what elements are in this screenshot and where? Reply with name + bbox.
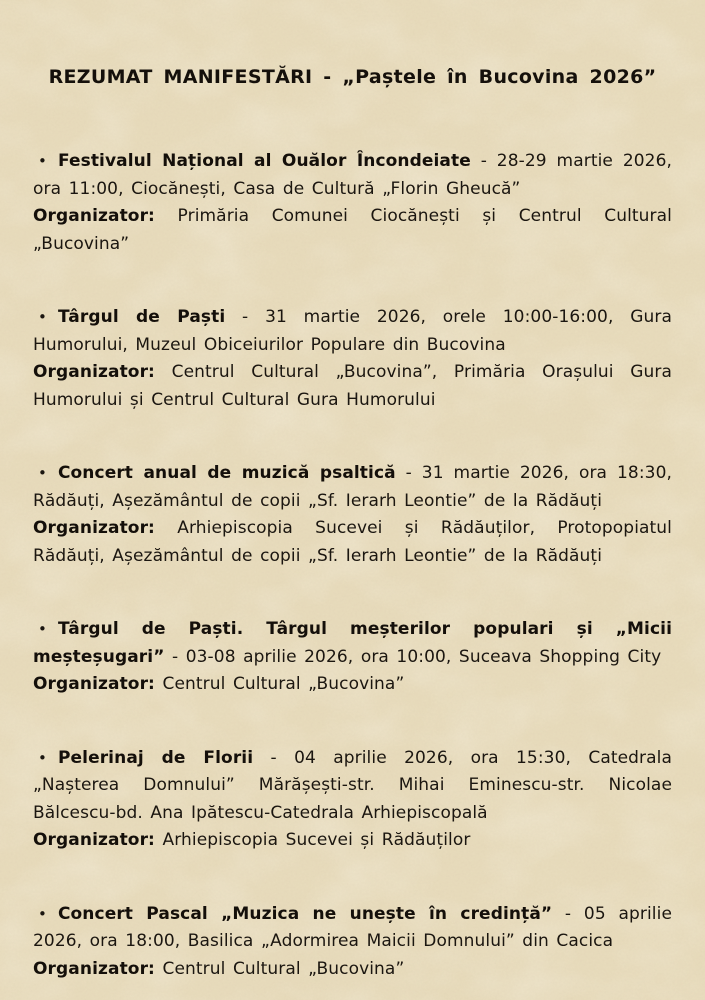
- organizer-names: Centrul Cultural „Bucovina”: [162, 674, 405, 694]
- event-heading: [33, 616, 672, 671]
- event-heading: [33, 148, 672, 203]
- event-heading: [33, 901, 672, 956]
- organizer-names: Primăria Comunei Ciocănești și Centrul Cultural „Bucovina”: [33, 206, 672, 254]
- event-details: - 28-29 martie 2026, ora 11:00, Ciocănești, Casa de Cultură „Florin Gheucă”: [33, 151, 672, 199]
- organizer-names: Centrul Cultural „Bucovina”: [162, 958, 405, 979]
- event-heading: [33, 304, 672, 359]
- organizer-label: Organizator:: [33, 518, 155, 538]
- event-title: Concert Pascal „Muzica ne unește în credință”: [57, 903, 553, 924]
- event-details: - 31 martie 2026, ora 18:30, Rădăuți, Așezământul de copii „Sf. Ierarh Leontie” de la Rădăuți: [33, 463, 672, 511]
- bullet-icon: •: [38, 152, 47, 170]
- event-organizer-line: [33, 956, 672, 984]
- bullet-icon: •: [38, 464, 47, 482]
- bullet-icon: •: [38, 904, 47, 923]
- organizer-label: Organizator:: [33, 674, 155, 694]
- event-details: - 05 aprilie 2026, ora 18:00, Basilica „Adormirea Maicii Domnului” din Cacica: [33, 903, 673, 951]
- event-heading: [33, 745, 672, 828]
- bullet-icon: •: [38, 748, 47, 767]
- organizer-label: Organizator:: [33, 958, 155, 979]
- event-list: [33, 148, 672, 983]
- event-item-targul-de-pasti: [33, 304, 672, 414]
- organizer-label: Organizator:: [33, 206, 155, 226]
- event-item-concert-psaltica: [33, 460, 672, 570]
- event-organizer-line: [33, 671, 672, 699]
- event-title: Târgul de Paști: [57, 307, 226, 327]
- page-title: REZUMAT MANIFESTĂRI - „Paștele în Bucovina 2026”: [48, 66, 657, 88]
- bullet-icon: •: [38, 308, 47, 326]
- event-title: Concert anual de muzică psaltică: [57, 463, 396, 483]
- event-details: - 03-08 aprilie 2026, ora 10:00, Suceava Shopping City: [164, 646, 662, 667]
- event-title: Festivalul Național al Ouălor Încondeiate: [57, 151, 471, 171]
- event-organizer-line: [33, 515, 672, 570]
- organizer-names: Arhiepiscopia Sucevei și Rădăuților, Protopopiatul Rădăuți, Așezământul de copii „Sf. Ierarh Leontie” de la Rădăuți: [33, 518, 672, 566]
- event-details: - 31 martie 2026, orele 10:00-16:00, Gura Humorului, Muzeul Obiceiurilor Populare din Bucovina: [33, 307, 672, 355]
- event-title: Pelerinaj de Florii: [57, 747, 254, 768]
- event-heading: [33, 460, 672, 515]
- event-title: Târgul de Paști. Târgul meșterilor populari și „Micii meșteșugari”: [33, 619, 672, 667]
- organizer-names: Arhiepiscopia Sucevei și Rădăuților: [162, 830, 471, 850]
- event-organizer-line: [33, 827, 672, 855]
- event-organizer-line: [33, 359, 672, 414]
- organizer-label: Organizator:: [33, 830, 155, 850]
- event-item-concert-pascal: [33, 901, 672, 984]
- bullet-icon: •: [38, 620, 47, 638]
- organizer-names: Centrul Cultural „Bucovina”, Primăria Orașului Gura Humorului și Centrul Cultural Gura Humorului: [33, 362, 672, 410]
- event-item-targul-mesterilor: [33, 616, 672, 699]
- event-item-festivalul-oualor: [33, 148, 672, 258]
- organizer-label: Organizator:: [33, 362, 155, 382]
- event-item-pelerinaj-florii: [33, 745, 672, 855]
- event-organizer-line: [33, 203, 672, 258]
- event-details: - 04 aprilie 2026, ora 15:30, Catedrala „Nașterea Domnului” Mărășești-str. Mihai Eminescu-str. Nicolae Bălcescu-bd. Ana Ipătescu-Catedrala Arhiepiscopală: [33, 747, 672, 823]
